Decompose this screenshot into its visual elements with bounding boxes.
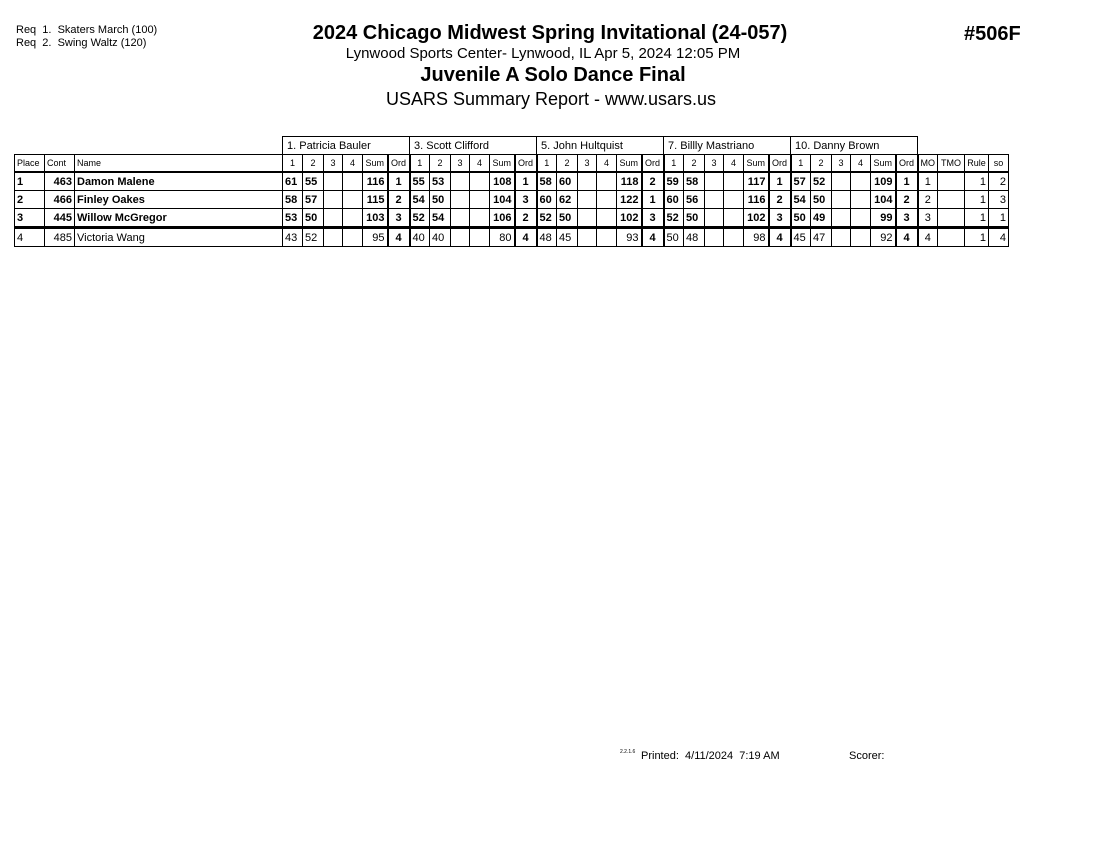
mo-cell: 1 — [918, 172, 938, 191]
col-header-name: Name — [75, 155, 283, 173]
score-cell — [851, 209, 871, 228]
score-cell: 55 — [303, 172, 324, 191]
sum-cell: 116 — [363, 172, 388, 191]
table-row — [15, 172, 1009, 191]
score-cell — [705, 228, 724, 247]
score-cell — [324, 209, 343, 228]
score-cell — [832, 209, 851, 228]
col-header-judge-1: 1 — [664, 155, 684, 173]
score-cell: 58 — [537, 172, 557, 191]
ordinal-cell: 4 — [642, 228, 664, 247]
sum-cell: 115 — [363, 191, 388, 209]
col-header-judge-sum: Sum — [744, 155, 769, 173]
ordinal-cell: 1 — [642, 191, 664, 209]
score-cell: 53 — [430, 172, 451, 191]
score-cell: 45 — [791, 228, 811, 247]
score-cell — [451, 209, 470, 228]
col-header-judge-1: 1 — [537, 155, 557, 173]
col-header-judge-4: 4 — [597, 155, 617, 173]
sum-cell: 102 — [617, 209, 642, 228]
score-cell: 54 — [410, 191, 430, 209]
sum-cell: 104 — [490, 191, 515, 209]
score-cell: 55 — [410, 172, 430, 191]
place-cell: 1 — [15, 172, 45, 191]
col-header-judge-ord: Ord — [896, 155, 918, 173]
score-cell — [597, 172, 617, 191]
location-date: Lynwood Sports Center- Lynwood, IL Apr 5, 2024 12:05 PM — [345, 45, 741, 62]
sum-cell: 108 — [490, 172, 515, 191]
col-header-judge-ord: Ord — [769, 155, 791, 173]
ordinal-cell: 4 — [769, 228, 791, 247]
mo-cell: 3 — [918, 209, 938, 228]
score-cell: 52 — [303, 228, 324, 247]
cont-cell: 485 — [45, 228, 75, 247]
score-cell — [324, 172, 343, 191]
score-cell — [832, 228, 851, 247]
place-cell: 3 — [15, 209, 45, 228]
score-cell — [705, 191, 724, 209]
sum-cell: 99 — [871, 209, 896, 228]
event-number: #506F — [964, 23, 1021, 45]
score-cell: 54 — [791, 191, 811, 209]
sum-cell: 102 — [744, 209, 769, 228]
col-header-judge-2: 2 — [557, 155, 578, 173]
table-row — [15, 209, 1009, 228]
score-cell: 53 — [283, 209, 303, 228]
score-cell — [470, 228, 490, 247]
scorer-label: Scorer: — [849, 750, 885, 762]
col-header-judge-3: 3 — [705, 155, 724, 173]
score-cell — [470, 191, 490, 209]
sum-cell: 98 — [744, 228, 769, 247]
sum-cell: 116 — [744, 191, 769, 209]
col-header-judge-4: 4 — [470, 155, 490, 173]
score-cell: 52 — [811, 172, 832, 191]
ordinal-cell: 4 — [896, 228, 918, 247]
requirement-1: Req 1. Skaters March (100) — [16, 24, 158, 36]
score-cell: 62 — [557, 191, 578, 209]
tmo-cell — [938, 191, 965, 209]
score-cell: 52 — [410, 209, 430, 228]
spacer — [918, 137, 1009, 155]
judge-name: 10. Danny Brown — [791, 137, 918, 155]
score-cell — [470, 209, 490, 228]
col-header-judge-3: 3 — [324, 155, 343, 173]
col-header-mo: MO — [918, 155, 938, 173]
score-cell — [343, 209, 363, 228]
ordinal-cell: 1 — [388, 172, 410, 191]
sum-cell: 106 — [490, 209, 515, 228]
ordinal-cell: 1 — [515, 172, 537, 191]
rule-cell: 1 — [965, 172, 989, 191]
col-header-judge-3: 3 — [451, 155, 470, 173]
score-cell: 50 — [303, 209, 324, 228]
ordinal-cell: 2 — [769, 191, 791, 209]
col-header-judge-sum: Sum — [617, 155, 642, 173]
score-cell — [597, 191, 617, 209]
ordinal-cell: 2 — [896, 191, 918, 209]
sum-cell: 118 — [617, 172, 642, 191]
cont-cell: 463 — [45, 172, 75, 191]
col-header-judge-1: 1 — [410, 155, 430, 173]
score-cell: 52 — [664, 209, 684, 228]
judge-name: 7. Billly Mastriano — [664, 137, 791, 155]
table-row — [15, 228, 1009, 247]
ordinal-cell: 3 — [388, 209, 410, 228]
skater-name-cell: Willow McGregor — [75, 209, 283, 228]
col-header-judge-4: 4 — [343, 155, 363, 173]
sum-cell: 109 — [871, 172, 896, 191]
ordinal-cell: 3 — [642, 209, 664, 228]
col-header-place: Place — [15, 155, 45, 173]
score-cell: 50 — [684, 209, 705, 228]
col-header-judge-sum: Sum — [490, 155, 515, 173]
score-cell: 57 — [791, 172, 811, 191]
col-header-judge-2: 2 — [303, 155, 324, 173]
score-cell: 60 — [557, 172, 578, 191]
col-header-judge-4: 4 — [724, 155, 744, 173]
ordinal-cell: 2 — [388, 191, 410, 209]
event-title: Juvenile A Solo Dance Final — [420, 64, 686, 86]
score-cell — [451, 228, 470, 247]
score-cell — [724, 209, 744, 228]
spacer — [15, 137, 283, 155]
score-cell: 49 — [811, 209, 832, 228]
skater-name-cell: Victoria Wang — [75, 228, 283, 247]
score-cell — [451, 191, 470, 209]
version-code: 2.2.1.6 — [620, 749, 636, 755]
score-cell: 47 — [811, 228, 832, 247]
sum-cell: 103 — [363, 209, 388, 228]
score-cell: 48 — [684, 228, 705, 247]
table-row — [15, 191, 1009, 209]
requirement-2: Req 2. Swing Waltz (120) — [16, 37, 147, 49]
score-cell: 58 — [283, 191, 303, 209]
col-header-judge-2: 2 — [811, 155, 832, 173]
rule-cell: 1 — [965, 191, 989, 209]
col-header-judge-ord: Ord — [515, 155, 537, 173]
col-header-judge-4: 4 — [851, 155, 871, 173]
so-cell: 4 — [989, 228, 1009, 247]
score-cell — [343, 191, 363, 209]
col-header-so: so — [989, 155, 1009, 173]
score-cell — [578, 191, 597, 209]
score-cell — [724, 172, 744, 191]
requirements — [16, 24, 157, 50]
so-cell: 3 — [989, 191, 1009, 209]
tmo-cell — [938, 209, 965, 228]
tmo-cell — [938, 172, 965, 191]
score-cell: 60 — [537, 191, 557, 209]
so-cell: 1 — [989, 209, 1009, 228]
place-cell: 2 — [15, 191, 45, 209]
score-cell: 40 — [410, 228, 430, 247]
col-header-judge-ord: Ord — [388, 155, 410, 173]
skater-name-cell: Finley Oakes — [75, 191, 283, 209]
score-cell — [324, 228, 343, 247]
sum-cell: 92 — [871, 228, 896, 247]
score-cell: 61 — [283, 172, 303, 191]
tmo-cell — [938, 228, 965, 247]
score-cell: 50 — [557, 209, 578, 228]
score-cell — [343, 172, 363, 191]
ordinal-cell: 4 — [388, 228, 410, 247]
sum-cell: 117 — [744, 172, 769, 191]
competition-title: 2024 Chicago Midwest Spring Invitational (24-057) — [312, 22, 788, 44]
score-cell — [578, 228, 597, 247]
ordinal-cell: 1 — [896, 172, 918, 191]
mo-cell: 2 — [918, 191, 938, 209]
score-cell — [343, 228, 363, 247]
score-cell: 58 — [684, 172, 705, 191]
ordinal-cell: 2 — [642, 172, 664, 191]
score-cell: 60 — [664, 191, 684, 209]
printed-date: Printed: 4/11/2024 7:19 AM — [641, 750, 780, 762]
judge-header-row — [15, 137, 1009, 155]
place-cell: 4 — [15, 228, 45, 247]
score-cell — [451, 172, 470, 191]
results-table — [14, 136, 1009, 247]
score-cell — [705, 209, 724, 228]
sum-cell: 104 — [871, 191, 896, 209]
score-cell: 43 — [283, 228, 303, 247]
col-header-judge-2: 2 — [430, 155, 451, 173]
col-header-judge-sum: Sum — [871, 155, 896, 173]
score-cell — [832, 172, 851, 191]
judge-name: 3. Scott Clifford — [410, 137, 537, 155]
ordinal-cell: 3 — [515, 191, 537, 209]
score-cell — [851, 191, 871, 209]
score-cell — [851, 172, 871, 191]
ordinal-cell: 3 — [769, 209, 791, 228]
sum-cell: 122 — [617, 191, 642, 209]
sum-cell: 93 — [617, 228, 642, 247]
cont-cell: 466 — [45, 191, 75, 209]
score-cell: 40 — [430, 228, 451, 247]
judge-name: 1. Patricia Bauler — [283, 137, 410, 155]
ordinal-cell: 4 — [515, 228, 537, 247]
col-header-judge-2: 2 — [684, 155, 705, 173]
score-cell — [597, 228, 617, 247]
ordinal-cell: 2 — [515, 209, 537, 228]
score-cell: 50 — [430, 191, 451, 209]
col-header-cont: Cont — [45, 155, 75, 173]
sum-cell: 80 — [490, 228, 515, 247]
score-cell — [578, 209, 597, 228]
cont-cell: 445 — [45, 209, 75, 228]
mo-cell: 4 — [918, 228, 938, 247]
score-cell: 54 — [430, 209, 451, 228]
judge-name: 5. John Hultquist — [537, 137, 664, 155]
score-cell: 56 — [684, 191, 705, 209]
score-cell: 50 — [664, 228, 684, 247]
score-cell: 48 — [537, 228, 557, 247]
col-header-judge-1: 1 — [791, 155, 811, 173]
skater-name-cell: Damon Malene — [75, 172, 283, 191]
score-cell — [705, 172, 724, 191]
ordinal-cell: 3 — [896, 209, 918, 228]
score-cell — [470, 172, 490, 191]
score-cell — [832, 191, 851, 209]
score-cell — [597, 209, 617, 228]
score-cell: 57 — [303, 191, 324, 209]
report-title: USARS Summary Report - www.usars.us — [385, 89, 717, 109]
score-cell — [578, 172, 597, 191]
col-header-judge-ord: Ord — [642, 155, 664, 173]
score-cell — [324, 191, 343, 209]
score-cell — [724, 228, 744, 247]
score-cell: 45 — [557, 228, 578, 247]
rule-cell: 1 — [965, 228, 989, 247]
ordinal-cell: 1 — [769, 172, 791, 191]
col-header-judge-3: 3 — [578, 155, 597, 173]
score-cell: 52 — [537, 209, 557, 228]
score-cell — [724, 191, 744, 209]
score-cell: 59 — [664, 172, 684, 191]
score-cell — [851, 228, 871, 247]
col-header-judge-1: 1 — [283, 155, 303, 173]
sum-cell: 95 — [363, 228, 388, 247]
col-header-judge-3: 3 — [832, 155, 851, 173]
col-header-tmo: TMO — [938, 155, 965, 173]
column-header-row — [15, 155, 1009, 173]
score-cell: 50 — [791, 209, 811, 228]
col-header-rule: Rule — [965, 155, 989, 173]
so-cell: 2 — [989, 172, 1009, 191]
score-cell: 50 — [811, 191, 832, 209]
rule-cell: 1 — [965, 209, 989, 228]
col-header-judge-sum: Sum — [363, 155, 388, 173]
